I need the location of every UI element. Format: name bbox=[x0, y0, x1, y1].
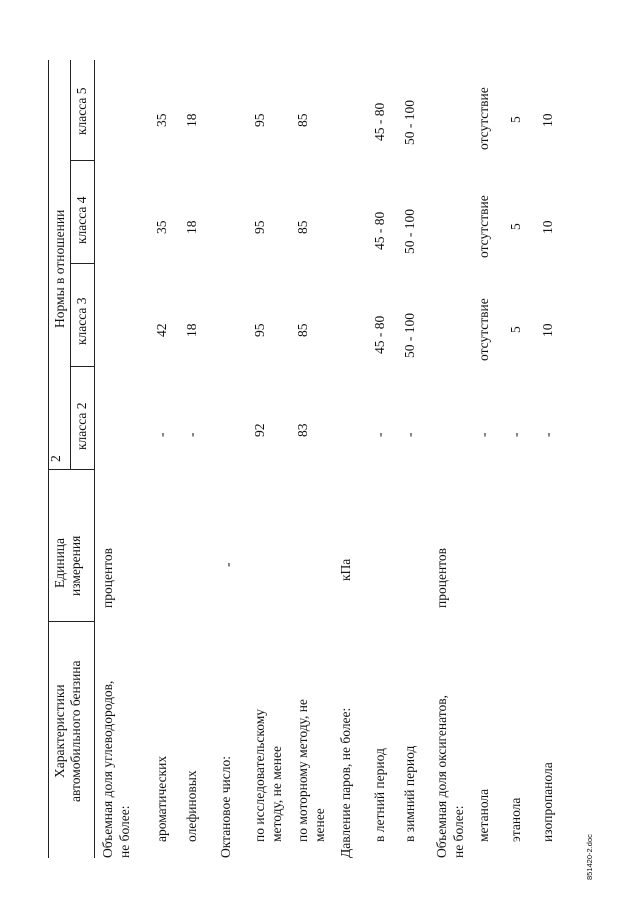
page-number: 2 bbox=[48, 455, 63, 462]
header-class-4: класса 4 bbox=[74, 196, 89, 244]
row-octane-label: Октановое число: bbox=[218, 756, 233, 858]
header-norms: Нормы в отношении bbox=[52, 209, 67, 328]
header-unit-line1: Единица bbox=[52, 537, 67, 588]
row-aromatic-class3: 42 bbox=[154, 323, 169, 337]
row-isopropanol-label: изопропанола bbox=[540, 762, 555, 842]
col-divider-norms bbox=[48, 469, 94, 470]
row-olefin-class3: 18 bbox=[184, 323, 199, 337]
row-research-label-2: методу, не менее bbox=[269, 746, 284, 842]
row-methanol-class3: отсутствие bbox=[476, 298, 491, 361]
gasoline-requirements-table bbox=[40, 58, 620, 858]
row-olefin-class4: 18 bbox=[184, 220, 199, 234]
col-divider-class4 bbox=[70, 263, 94, 264]
row-winter-class3: 50 - 100 bbox=[402, 313, 417, 358]
row-motor-class5: 85 bbox=[295, 113, 310, 127]
row-research-class2: 92 bbox=[252, 423, 267, 437]
row-methanol-class2: - bbox=[476, 432, 491, 437]
header-unit-line2: измерения bbox=[68, 535, 83, 596]
table-top-rule bbox=[48, 60, 49, 858]
row-summer-class5: 45 - 80 bbox=[372, 102, 387, 141]
row-ethanol-class5: 5 bbox=[508, 116, 523, 123]
header-class-3: класса 3 bbox=[74, 297, 89, 345]
row-research-class5: 95 bbox=[252, 113, 267, 127]
row-methanol-class4: отсутствие bbox=[476, 195, 491, 258]
row-winter-class2: - bbox=[402, 432, 417, 437]
row-aromatic-class5: 35 bbox=[154, 113, 169, 127]
row-motor-label-2: менее bbox=[312, 808, 327, 842]
row-summer-class3: 45 - 80 bbox=[372, 315, 387, 354]
header-characteristic-line2: автомобильного бензина bbox=[68, 660, 83, 802]
row-isopropanol-class4: 10 bbox=[540, 220, 555, 234]
col-divider-class3 bbox=[70, 366, 94, 367]
row-ethanol-class4: 5 bbox=[508, 223, 523, 230]
row-aromatic-class4: 35 bbox=[154, 220, 169, 234]
row-oxygenates-unit: процентов bbox=[434, 547, 449, 608]
row-vapor-label: Давление паров, не более: bbox=[338, 707, 353, 858]
row-ethanol-class2: - bbox=[508, 432, 523, 437]
row-olefin-class5: 18 bbox=[184, 113, 199, 127]
row-winter-label: в зимний период bbox=[402, 745, 417, 842]
row-summer-label: в летний период bbox=[372, 748, 387, 842]
row-aromatic-label: ароматических bbox=[154, 755, 169, 842]
row-motor-class4: 85 bbox=[295, 220, 310, 234]
row-olefin-label: олефиновых bbox=[184, 770, 199, 842]
row-isopropanol-class5: 10 bbox=[540, 113, 555, 127]
row-oxygenates-label-1: Объемная доля оксигенатов, bbox=[434, 695, 449, 858]
row-motor-class3: 85 bbox=[295, 323, 310, 337]
row-ethanol-class3: 5 bbox=[508, 326, 523, 333]
row-motor-class2: 83 bbox=[295, 423, 310, 437]
row-summer-class2: - bbox=[372, 432, 387, 437]
row-hydrocarbons-label-1: Объемная доля углеводородов, bbox=[100, 680, 115, 858]
header-bottom-rule bbox=[94, 60, 95, 858]
row-isopropanol-class2: - bbox=[540, 432, 555, 437]
row-vapor-unit: кПа bbox=[338, 558, 353, 581]
header-characteristic-line1: Характеристики bbox=[52, 684, 67, 778]
row-motor-label-1: по моторному методу, не bbox=[295, 699, 310, 842]
row-methanol-label: метанола bbox=[476, 788, 491, 842]
row-ethanol-label: этанола bbox=[508, 797, 523, 842]
row-hydrocarbons-unit: процентов bbox=[100, 547, 115, 608]
row-winter-class4: 50 - 100 bbox=[402, 209, 417, 254]
row-research-label-1: по исследовательскому bbox=[252, 708, 267, 842]
row-octane-unit: - bbox=[220, 562, 235, 567]
row-summer-class4: 45 - 80 bbox=[372, 211, 387, 250]
footer-filename: 851420-2.doc bbox=[585, 834, 594, 880]
row-oxygenates-label-2: не более: bbox=[451, 805, 466, 858]
row-winter-class5: 50 - 100 bbox=[402, 100, 417, 145]
header-class-5: класса 5 bbox=[74, 87, 89, 135]
row-methanol-class5: отсутствие bbox=[476, 87, 491, 150]
row-isopropanol-class3: 10 bbox=[540, 323, 555, 337]
row-olefin-class2: - bbox=[184, 432, 199, 437]
row-hydrocarbons-label-2: не более: bbox=[117, 805, 132, 858]
row-aromatic-class2: - bbox=[154, 432, 169, 437]
row-research-class3: 95 bbox=[252, 323, 267, 337]
row-research-class4: 95 bbox=[252, 220, 267, 234]
norms-subheader-rule bbox=[70, 60, 71, 470]
col-divider-unit bbox=[48, 621, 94, 622]
header-class-2: класса 2 bbox=[74, 402, 89, 450]
col-divider-class5 bbox=[70, 160, 94, 161]
